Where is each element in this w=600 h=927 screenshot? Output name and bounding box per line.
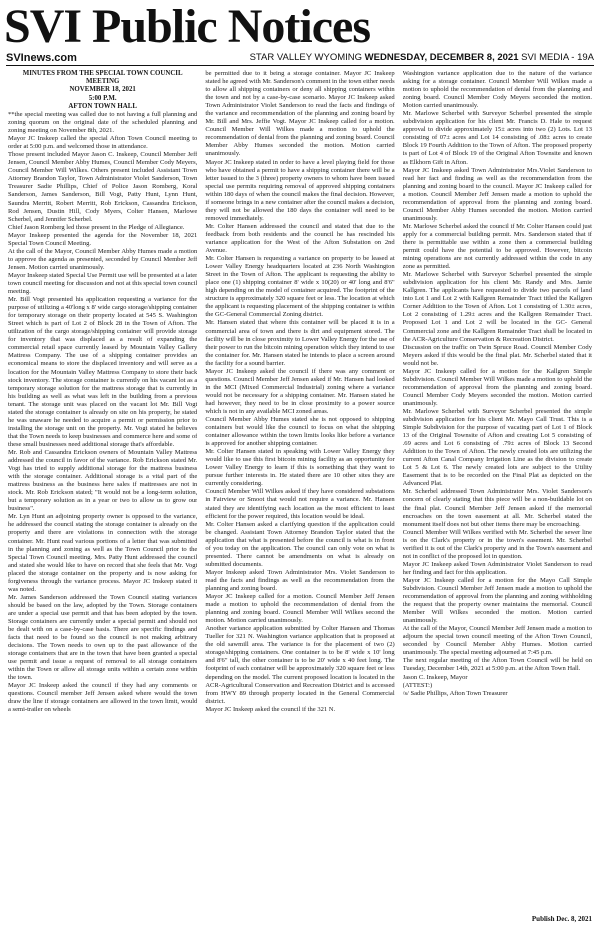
notice-paragraph: Mr. Colter Hansen asked a clarifying question if the application could be changed. Assistant Town Attorney Brandon Taylor stated that the application that what is presented before the council is what is in front of you today on the application. The council can only vote on what is presented. There cannot be amendments on what is already on submitted documents.	[205, 520, 395, 568]
dateline-edition: SVI MEDIA - 19A	[521, 52, 594, 63]
masthead-rule	[6, 65, 594, 66]
notice-paragraph: Mr. Bill Vogt presented his application requesting a variance for the purpose of utilizing a 40'long x 8' wide cargo storage/shipping container for temporary storage on their property located at 545 S. Washington Street which is part of Lot 2 of Block 28 in the Town of Afton. The utilization of the cargo storage/shipping container will provide storage for inventory that was displaced as a result of expanding the commercial retail space currently leased by Mountain Valley Gallery Mattress Company. The use of a shipping container provides an economical means to store the displaced inventory and will serve as a location for the Mountain Valley Mattress Company to store their back stock inventory. The storage container is currently on his vacant lot as a temporary storage solution for the mattress storage that is currently in his building as well as what was left in the building from a previous tenant. The storage unit was placed on the vacant lot Mr. Bill Vogt stated the storage container is already on site on his property, he stated he was unaware he needed to acquire a permit or permission prior to installing the storage unit on the property. Mr. Vogt stated he believes that the Town needs to keep businesses and commerce here and some of these small businesses need additional storage that's affordable.	[8, 296, 198, 448]
notice-paragraph: Those present included Mayor Jason C. Inskeep, Council Member Jeff Jensen, Council Member Abby Humes, Council Member Cody Meyers, Council Member Will Wilkes. Others present included Assistant Town Attorney Brandon Taylor, Town Administrator Violet Sanderson, Town Treasurer Sadie Phillips, Chief of Police Jason Romberg, Koral Sanderson, James Sanderson, Bill Vogt, Patty Hunt, Lynn Hunt, Saundra Merritt, Robert Merritt, Rob Erickson, Cassandra Erickson, Rod Jensen, Dustin Hill, Cody Myers, Colter Hansen, Marlowe Scherbel, and Jennifer Scherbel.	[8, 151, 198, 223]
column-2	[205, 70, 394, 918]
notice-paragraph: Mr. Colter Hansen stated in speaking with Lower Valley Energy they would like to use this first bitcoin mining facility as an opportunity for Lower Valley Energy to learn if this is something that they want to pursue further interests in. He stated there are 10 other sites they are currently considering.	[205, 448, 395, 488]
notice-paragraph: Mayor JC Inskeep asked the council if they had any comments or questions. Council member Jeff Jensen asked where would the town draw the line if storage containers are allowed in the town limit, would a semi-trailer on wheels	[8, 682, 198, 714]
notice-paragraph: At the call of the Mayor, Council Member Jeff Jensen made a motion to adjourn the special town council meeting of the Afton Town Council, seconded by Council Member Abby Humes. Motion carried unanimously. The special meeting adjourned at 7:45 p.m.	[402, 625, 592, 657]
notice-heading-line: MINUTES FROM THE SPECIAL TOWN COUNCIL MEETING	[22, 70, 183, 86]
notice-paragraph: Mayor JC Inskeep asked Town Administrator Violet Sanderson to read her finding and fact for this application.	[402, 560, 592, 576]
notice-paragraph: Mr. Marlowe Scherbel with Surveyor Scherbel presented the simple subdivision application for his client Mr. Francis D. Hale to request approval to divide approximately 15± acres into two (2) Lots. Lot 13 consisting of 07± acres and Lot 14 consisting of .08± acres to create Block 19 Fourth Addition to the Town of Afton. The proposed property is part of Lot 4 of Block 19 of the Original Afton Townsite and known as Elkhorn Gift in Afton.	[402, 110, 592, 166]
notice-paragraph: Chief Jason Romberg led those present in the Pledge of Allegiance.	[8, 223, 185, 231]
notice-paragraph: Mayor Inskeep stated Special Use Permit use will be presented at a later town council meeting for discussion and not at this special town council meeting.	[8, 271, 198, 296]
notice-paragraph: Mr. Hansen stated that where this container will be placed it is in a commercial area of town and there is dirt and equipment stored. The facility will be in close proximity to Lower Valley Energy for the use of their power to run the bitcoin mining operation which they intend to use the container for. Mr. Hansen stated he intends to place a screen around the facility for a sound barrier.	[205, 319, 395, 367]
notice-paragraph: Council Member Will Wilkes verified with Mr. Scherbel the sewer line is on the Clark's property or in the town's easement. Mr. Scherbel verified it is out of the Clark's property and in the Town's easement and not in conflict of the proposed lot in question.	[402, 528, 592, 560]
notice-paragraph: Jason C. Inskeep, Mayor	[402, 673, 468, 681]
notice-paragraph: Mayor Inskeep asked Town Administrator Mrs. Violet Sanderson to read the facts and findings as well as the recommendation from the planning and zoning board.	[205, 568, 395, 592]
notice-heading-line: NOVEMBER 18, 2021	[69, 86, 136, 94]
notice-paragraph: Mr. James Sanderson addressed the Town Council stating variances should be based on the law, adopted by the Town. Storage containers are under a special use permit and that has been adopted by the town. Storage containers are currently under a special permit and should not be dealt with on a case-by-case basis. There are specific findings and facts that need to be found so the council is not making arbitrary decisions. The Town needs to own up to the past allowance of the storage containers that are in the town that have been granted a special use permit and issue a request of removal to all storage containers within the Town or allow all storage units within a certain zone within the town.	[8, 593, 198, 682]
masthead-title: SVI Public Notices	[4, 0, 370, 53]
notice-paragraph: Mayor JC Inskeep asked Town Administrator Mrs.Violet Sanderson to read her fact and finding as well as the recommendation from the planning and zoning board to the council. Mayor JC Inskeep called for a motion. Council Member Jeff Jensen made a motion to uphold the recommendation of approval from the planning and zoning board. Council Member Abby Humes seconded the motion. Motion carried unanimously.	[402, 166, 592, 222]
masthead	[0, 0, 600, 68]
site-link[interactable]: SVInews.com	[6, 52, 77, 64]
column-1	[8, 70, 197, 918]
notice-paragraph: Mr. Colter Hansen addressed the council and stated that due to the feedback from both residents and the council he has rescinded his variance application for the West of the Afton Substation on 2nd Avenue.	[205, 222, 395, 255]
notice-paragraph: The next regular meeting of the Afton Town Council will be held on Tuesday, December 14th, 2021 at 5:00 p.m. at the Afton Town Hall.	[402, 657, 592, 673]
notice-paragraph: Mr. Marlowe Scherbel with Surveyor Scherbel presented the simple subdivision application for his client Mr. Randy and Mrs. Jamie Kallgren. The applicants have requested to divide two parcels of land into Lot 1 and Lot 2 with Kallgren Remainder Tract titled the Kallgren Corner Addition to the Town of Afton. Lot 1 consisting of 1.30± acres, Lot 2 consisting of 1.29± acres and the Kallgren Remainder Tract. Proposed Lot 1 and Lot 2 will be located in the GC- General Commercial zone and the Kallgren Remainder Tract shall be located in the ACR-Agriculture Conservation & Recreation District.	[402, 271, 592, 343]
notice-paragraph: Another variance application submitted by Colter Hansen and Thomas Tueller for 321 N. Washington variance application that is proposed at the old sawmill area. The variance is for the placement of two (2) storage/shipping containers. One container is to be 8' wide x 10' long and 8'6" tall, the other container is to be 20' wide x 40 feet long. The footprint of each container will be approximately 320 square feet or less depending on the model. The current proposed location is located in the ACR-Agricultural Conservation and Recreation District and is accessed from HWY 89 through property located in the General Commercial district.	[205, 625, 395, 705]
notice-paragraph: Mayor JC Inskeep called for a motion for the Kallgren Simple Subdivision. Council Member Will Wilkes made a motion to uphold the recommendation of approval from the planning and zoning board. Council Member Cody Meyers seconded the motion. Motion carried unanimously.	[402, 367, 592, 407]
notice-paragraph: Mr. Rob and Cassandra Erickson owners of Mountain Valley Mattress addressed the council in favor of the variance. Rob Erickson stated Mr. Vogt has tried to supply additional storage for the mattress business with the storage container. Additional storage is a vital part of the mattress business as the business here sales if mattresses are not in stock. Mr. Rob Erickson stated; "It would not be a long-term solution, but a temporary solution as in a year or two to allow us to grow our business".	[8, 448, 198, 513]
notice-paragraph: Council Member Will Wilkes asked if they have considered substations in Fairview or Smoot that would not require a variance. Mr. Hansen stated they are identifying each location as the most efficient to least efficient for the power required, this location would be ideal.	[205, 488, 395, 520]
notice-paragraph: **the special meeting was called due to not having a full planning and zoning quorum on the original date of the scheduled planning and zoning meeting on November 8th, 2021.	[8, 111, 198, 135]
notice-paragraph: Mr. Colter Hansen is requesting a variance on property to be leased at Lower Valley Energy headquarters located at 236 North Washington Street in the Town of Afton. The applicant is requesting the ability to place one (1) shipping container 8' wide x 10(20) or 40' long and 8'6" high depending on the model of container acquired. The footprint of the structure is approximately 320 square feet or less. The location at which the applicant is requesting placement of the shipping container is within the GC-General Commercial Zoning district.	[205, 255, 395, 319]
notice-paragraph: (ATTEST:)	[402, 681, 433, 689]
notice-paragraph: Washington variance application due to the nature of the variance asking for a storage container. Council Member Will Wilkes made a motion to uphold the recommendation of denial from the planning and zoning board. Council Member Cody Meyers seconded the motion. Motion carried unanimously.	[402, 70, 592, 110]
notice-paragraph: Mayor JC Inskeep asked the council if there was any comment or questions. Council Member Jeff Jensen asked if Mr. Hansen had looked in the MCI (Mixed Commercial Industrial) zoning where a variance would not be necessary for a shipping container. Mr. Hansen stated he had however, they need to be in close proximity to a power source which is not in any available MCI zoned areas.	[205, 367, 395, 415]
notice-paragraph: Mayor JC Inskeep called for a motion. Council Member Jeff Jensen made a motion to uphold the recommendation of denial from the planning and zoning board. Council Member Will Wilkes second the motion. Motion carried unanimously.	[205, 593, 395, 625]
notice-paragraph: Mayor JC Inskeep called for a motion for the Mayo Call Simple Subdivision. Council Member Jeff Jensen made a motion to uphold the recommendation of approval from the planning and zoning withholding the request that the property owner maintains the memorial. Council Member Will Wilkes seconded the motion. Motion carried unanimously.	[402, 576, 592, 625]
notice-paragraph: /s/ Sadie Phillips, Afton Town Treasurer	[402, 689, 508, 697]
publish-date: Publish Dec. 8, 2021	[531, 915, 592, 923]
notice-paragraph: Mayor JC Inskeep stated in order to have a level playing field for those who have obtained a permit to have a shipping container there will be a letter issued to the 3 (three) property owners to whom have been issued special use permits requiring removal of approved shipping containers within 180 days of when the council makes the final decision. However, if someone brings in a new container after the council makes a decision, they will not be allowed the 180 days the container will need to be removed immediately.	[205, 158, 395, 222]
notice-paragraph: Mr. Marlowe Scherbel with Surveyor Scherbel presented the simple subdivision application for his client Mr. Mayo Call Trust. This is a Simple Subdivision for the purpose of vacating part of Lot 1 of Block 13 of the Original Townsite of Afton and creating Lot 5 consisting of .69 acres and Lot 6 consisting of .79± acres of Block 13 Second Addition to the Town of Afton. The newly created lots are utilizing the current Afton Canal Company Irrigation Line as the division to create Lot 5 & Lot 6. The newly created lots are subject to the Utility Easement that is to be recorded on the Final Plat as depicted on the Advanced Plat.	[402, 407, 592, 488]
notice-paragraph: Council Member Abby Humes stated she is not opposed to shipping containers but would like the council to focus on what the shipping container allowance within the town limits looks like before a variance is approved for another shipping container.	[205, 416, 395, 448]
notice-paragraph: At the call of the Mayor, Council Member Abby Humes made a motion to approve the agenda as presented, seconded by Council Member Jeff Jensen. Motion carried unanimously.	[8, 247, 198, 271]
notice-paragraph: Mr. Scherbel addressed Town Administrator Mrs. Violet Sanderson's concern of clearly stating that this piece will be a non-buildable lot on the final plat. Council Member Jeff Jensen asked if the memorial encroaches on the town easement at all. Mr. Scherbel stated the monument itself does not but other items there may be encroaching.	[402, 488, 592, 528]
notice-paragraph: Discussion on the traffic on Twin Spruce Road. Council Member Cody Meyers asked if this would be the final plat. Mr. Scherbel stated that it would not be.	[402, 343, 592, 367]
notice-paragraph: Mr. Marlowe Scherbel asked the council if Mr. Colter Hansen could just apply for a commercial building permit. Mrs. Sanderson stated that if there is permittable use within a zone then a commercial building permit could have the potential to be approved. However, bitcoin mining operations are not currently addressed within the code in any zone as permitted.	[402, 222, 592, 271]
notice-paragraph: Mayor JC Inskeep asked the council if the 321 N.	[205, 705, 336, 713]
dateline-location: STAR VALLEY WYOMING	[249, 52, 363, 63]
notice-paragraph: Mr. Lyn Hunt an adjoining property owner is opposed to the variance, he addressed the council stating the storage container is already on the property and there are violations in connection with the storage container. Mr. Hunt read various portions of a letter that was submitted in the planning and zoning as well as the Town Council prior to the Special Town Council meeting. Mrs. Patty Hunt addressed the council and stated she would like to have on record that she feels that Mr. Vogt placed the storage container on the property and is now asking for forgiveness through the variance process. Mayor JC Inskeep stated it was noted.	[8, 513, 198, 593]
notice-columns	[8, 70, 592, 918]
notice-heading-line: AFTON TOWN HALL	[68, 102, 137, 110]
column-3	[403, 70, 592, 918]
notice-heading-line: 5:00 P.M.	[88, 94, 117, 102]
notice-paragraph: be permitted due to it being a storage container. Mayor JC Inskeep stated he agreed with Mr. Sanderson's comment in the town either needs to allow all shipping containers or deny all shipping containers within the town and not by a case-by-case scenario. Mayor JC Inskeep asked Town Administrator Violet Sanderson to read the facts and findings of the variance and recommendation of the planning and zoning board by Mr. Bill and Mrs. Jeffie Vogt. Mayor JC Inskeep called for a motion. Council Member Will Wilkes made a motion to uphold the recommendation of denial from the planning and zoning board. Council Member Abby Humes seconded the motion. Motion carried unanimously.	[205, 70, 395, 158]
dateline-date: WEDNESDAY, DECEMBER 8, 2021	[364, 52, 519, 63]
dateline	[250, 52, 594, 63]
notice-heading	[8, 70, 197, 111]
notice-paragraph: Mayor JC Inskeep called the special Afton Town Council meeting to order at 5:00 p.m. and welcomed those in attendance.	[8, 135, 198, 151]
notice-paragraph: Mayor Inskeep presented the agenda for the November 18, 2021 Special Town Council Meeting.	[8, 231, 198, 247]
